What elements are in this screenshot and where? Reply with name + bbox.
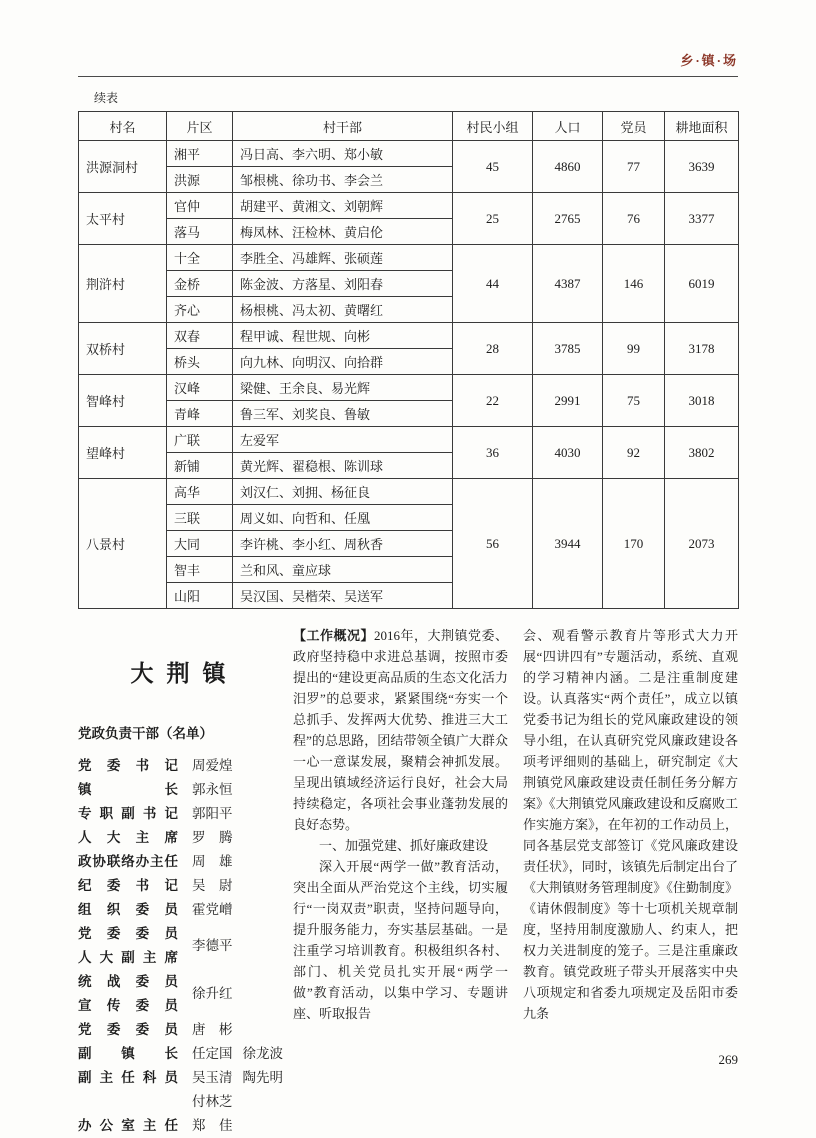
person-name: 郑 佳 xyxy=(192,1118,233,1133)
position-title: 组 织 委 员 xyxy=(78,902,178,917)
article-paragraph: 会、观看警示教育片等形式大力开展“四讲四有”专题活动，系统、直观的学习精神内涵。二是注重制度建设。认真落实“两个责任”，成立以镇党委书记为组长的党风廉政建设的领导小组，在认真研究党风廉政建设各项考评细则的基础上，研究制定《大荆镇党风廉政建设责任制任务分解方案》《大荆镇党风廉政建设和反腐败工作实施方案》，在年初的工作动员上，同各基层党支部签订《党风廉政建设责任状》，同时，该镇先后制定出台了《大荆镇财务管理制度》《住勤制度》《请休假制度》等十七项机关规章制度，坚持用制度激励人、约束人，把权力关进制度的笼子。三是注重廉政教育。镇党政班子带头开展落实中央八项规定和省委九项规定及岳阳市委九条 xyxy=(523,628,738,1021)
party-cell: 77 xyxy=(603,141,665,193)
cadres-cell: 邹根桃、徐功书、李会兰 xyxy=(233,167,453,193)
cadres-cell: 向九林、向明汉、向拾群 xyxy=(233,349,453,375)
cadres-cell: 吴汉国、吴楷荣、吴送军 xyxy=(233,583,453,609)
person-name: 罗 腾 xyxy=(192,830,233,845)
article-paragraph: 深入开展“两学一做”教育活动，突出全面从严治党这个主线，切实履行“一岗双责”职责，坚持问题导向，提升服务能力，夯实基层基础。一是注重学习培训教育。积极组织各村、部门、机关党员扎实开展“两学一做”教育活动，以集中学习、专题讲座、听取报告 xyxy=(293,859,508,1021)
village-name-cell: 智峰村 xyxy=(79,375,167,427)
village-name-cell: 太平村 xyxy=(79,193,167,245)
party-cell: 92 xyxy=(603,427,665,479)
farmland-cell: 3639 xyxy=(665,141,739,193)
cadres-cell: 黄光辉、翟稳根、陈训球 xyxy=(233,453,453,479)
area-cell: 智丰 xyxy=(167,557,233,583)
position-title: 宣 传 委 员 xyxy=(78,998,178,1013)
area-cell: 新铺 xyxy=(167,453,233,479)
roster-entry xyxy=(78,1018,278,1042)
running-head: 乡·镇·场 xyxy=(680,53,738,68)
cadres-cell: 梅凤林、汪检林、黄启伦 xyxy=(233,219,453,245)
overview-label: 【工作概况】 xyxy=(293,628,374,643)
position-title: 党 委 书 记 xyxy=(78,758,178,773)
article-column-1 xyxy=(293,625,508,1138)
village-name-cell: 双桥村 xyxy=(79,323,167,375)
person-name: 吴玉清 xyxy=(192,1070,233,1085)
roster-entry xyxy=(78,850,278,874)
person-name: 徐升红 xyxy=(192,986,233,1001)
cadres-cell: 梁健、王余良、易光辉 xyxy=(233,375,453,401)
area-cell: 双春 xyxy=(167,323,233,349)
roster-heading: 党政负责干部（名单） xyxy=(78,726,213,741)
person-name: 郭永恒 xyxy=(192,782,233,797)
teams-cell: 44 xyxy=(453,245,533,323)
area-cell: 洪源 xyxy=(167,167,233,193)
person-name: 任定国 xyxy=(192,1046,233,1061)
overview-paragraph xyxy=(293,625,508,835)
running-head-rule xyxy=(78,50,738,77)
cadres-cell: 李胜全、冯雄辉、张硕莲 xyxy=(233,245,453,271)
farmland-cell: 3178 xyxy=(665,323,739,375)
party-cell: 170 xyxy=(603,479,665,609)
roster-entry xyxy=(78,898,278,922)
village-name-cell: 八景村 xyxy=(79,479,167,609)
village-name-cell: 望峰村 xyxy=(79,427,167,479)
population-cell: 3944 xyxy=(533,479,603,609)
population-cell: 4387 xyxy=(533,245,603,323)
roster-entry xyxy=(78,826,278,850)
col-header-village: 村名 xyxy=(79,112,167,141)
person-name: 李德平 xyxy=(192,938,233,953)
area-cell: 大同 xyxy=(167,531,233,557)
cadres-cell: 李许桃、李小红、周秋香 xyxy=(233,531,453,557)
roster-entry xyxy=(78,922,278,970)
table-header-row xyxy=(79,112,739,141)
party-cell: 76 xyxy=(603,193,665,245)
population-cell: 2765 xyxy=(533,193,603,245)
cadres-cell: 胡建平、黄湘文、刘朝辉 xyxy=(233,193,453,219)
continued-table-label: 续表 xyxy=(94,91,119,105)
teams-cell: 36 xyxy=(453,427,533,479)
area-cell: 三联 xyxy=(167,505,233,531)
farmland-cell: 3377 xyxy=(665,193,739,245)
person-name: 周 雄 xyxy=(192,854,233,869)
area-cell: 山阳 xyxy=(167,583,233,609)
person-name: 郭阳平 xyxy=(192,806,233,821)
farmland-cell: 6019 xyxy=(665,245,739,323)
party-cell: 146 xyxy=(603,245,665,323)
position-title: 专 职 副 书 记 xyxy=(78,806,178,821)
person-name: 付林芝 xyxy=(192,1094,233,1109)
col-header-teams: 村民小组 xyxy=(453,112,533,141)
area-cell: 十全 xyxy=(167,245,233,271)
position-title: 纪 委 书 记 xyxy=(78,878,178,893)
table-row xyxy=(79,245,739,271)
area-cell: 桥头 xyxy=(167,349,233,375)
area-cell: 汉峰 xyxy=(167,375,233,401)
bottom-section xyxy=(78,625,738,1138)
table-row xyxy=(79,375,739,401)
area-cell: 落马 xyxy=(167,219,233,245)
population-cell: 4860 xyxy=(533,141,603,193)
table-row xyxy=(79,323,739,349)
position-title: 副 镇 长 xyxy=(78,1046,178,1061)
farmland-cell: 3802 xyxy=(665,427,739,479)
position-title: 政 协 联 络 办 主 任 xyxy=(78,854,178,869)
village-name-cell: 荆浒村 xyxy=(79,245,167,323)
article-subheading: 一、加强党建、抓好廉政建设 xyxy=(319,838,489,853)
teams-cell: 28 xyxy=(453,323,533,375)
population-cell: 4030 xyxy=(533,427,603,479)
position-title: 办 公 室 主 任 xyxy=(78,1118,178,1133)
cadres-cell: 鲁三军、刘奖良、鲁敏 xyxy=(233,401,453,427)
position-title: 副 主 任 科 员 xyxy=(78,1070,178,1085)
cadres-cell: 周义如、向哲和、任凰 xyxy=(233,505,453,531)
teams-cell: 45 xyxy=(453,141,533,193)
roster-entry xyxy=(78,1114,278,1138)
person-name: 陶先明 xyxy=(242,1070,283,1085)
roster-entry xyxy=(78,754,278,778)
table-row xyxy=(79,479,739,505)
position-title: 镇 长 xyxy=(78,782,178,797)
village-name-cell: 洪源洞村 xyxy=(79,141,167,193)
table-row xyxy=(79,193,739,219)
population-cell: 2991 xyxy=(533,375,603,427)
area-cell: 青峰 xyxy=(167,401,233,427)
roster-entry xyxy=(78,802,278,826)
village-table xyxy=(78,111,739,609)
roster-entry xyxy=(78,1090,278,1114)
area-cell: 齐心 xyxy=(167,297,233,323)
cadres-cell: 兰和风、童应球 xyxy=(233,557,453,583)
cadres-cell: 冯日高、李六明、郑小敏 xyxy=(233,141,453,167)
position-title: 党 委 委 员 xyxy=(78,1022,178,1037)
person-name: 周爱煌 xyxy=(192,758,233,773)
farmland-cell: 2073 xyxy=(665,479,739,609)
area-cell: 湘平 xyxy=(167,141,233,167)
col-header-party: 党员 xyxy=(603,112,665,141)
position-title: 统 战 委 员 xyxy=(78,974,178,989)
area-cell: 广联 xyxy=(167,427,233,453)
teams-cell: 22 xyxy=(453,375,533,427)
town-title: 大荆镇 xyxy=(130,661,239,686)
party-cell: 99 xyxy=(603,323,665,375)
col-header-area: 片区 xyxy=(167,112,233,141)
roster-entry xyxy=(78,1042,283,1066)
population-cell: 3785 xyxy=(533,323,603,375)
person-name: 霍党嶒 xyxy=(192,902,233,917)
roster-entry xyxy=(78,970,278,1018)
col-header-population: 人口 xyxy=(533,112,603,141)
cadres-cell: 左爱军 xyxy=(233,427,453,453)
overview-text: 2016年，大荆镇党委、政府坚持稳中求进总基调，按照市委提出的“建设更高品质的生态文化活力汨罗”的总要求，紧紧围绕“夯实一个总抓手、发挥两大优势、推进三大工程”的总思路，团结带领全镇广大群众一心一意谋发展，聚精会神抓发展。呈现出镇域经济运行良好，社会大局持续稳定，各项社会事业蓬勃发展的良好态势。 xyxy=(293,628,508,832)
teams-cell: 56 xyxy=(453,479,533,609)
roster-column xyxy=(78,625,283,1138)
person-name: 唐 彬 xyxy=(192,1022,233,1037)
area-cell: 高华 xyxy=(167,479,233,505)
cadres-cell: 陈金波、方落星、刘阳春 xyxy=(233,271,453,297)
roster-entry xyxy=(78,1066,283,1090)
col-header-cadres: 村干部 xyxy=(233,112,453,141)
cadres-cell: 杨根桃、冯太初、黄曙红 xyxy=(233,297,453,323)
table-row xyxy=(79,427,739,453)
person-name: 吴 尉 xyxy=(192,878,233,893)
area-cell: 官仲 xyxy=(167,193,233,219)
col-header-farmland: 耕地面积 xyxy=(665,112,739,141)
area-cell: 金桥 xyxy=(167,271,233,297)
cadres-cell: 刘汉仁、刘拥、杨征良 xyxy=(233,479,453,505)
roster-entry xyxy=(78,778,278,802)
person-name: 徐龙波 xyxy=(242,1046,283,1061)
table-row xyxy=(79,141,739,167)
teams-cell: 25 xyxy=(453,193,533,245)
roster-entry xyxy=(78,874,278,898)
farmland-cell: 3018 xyxy=(665,375,739,427)
page-number: 269 xyxy=(718,1052,738,1067)
cadres-cell: 程甲诚、程世规、向彬 xyxy=(233,323,453,349)
position-title: 人 大 副 主 席 xyxy=(78,950,178,965)
position-title: 党 委 委 员 xyxy=(78,926,178,941)
position-title: 人 大 主 席 xyxy=(78,830,178,845)
article-column-2 xyxy=(523,625,738,1138)
party-cell: 75 xyxy=(603,375,665,427)
